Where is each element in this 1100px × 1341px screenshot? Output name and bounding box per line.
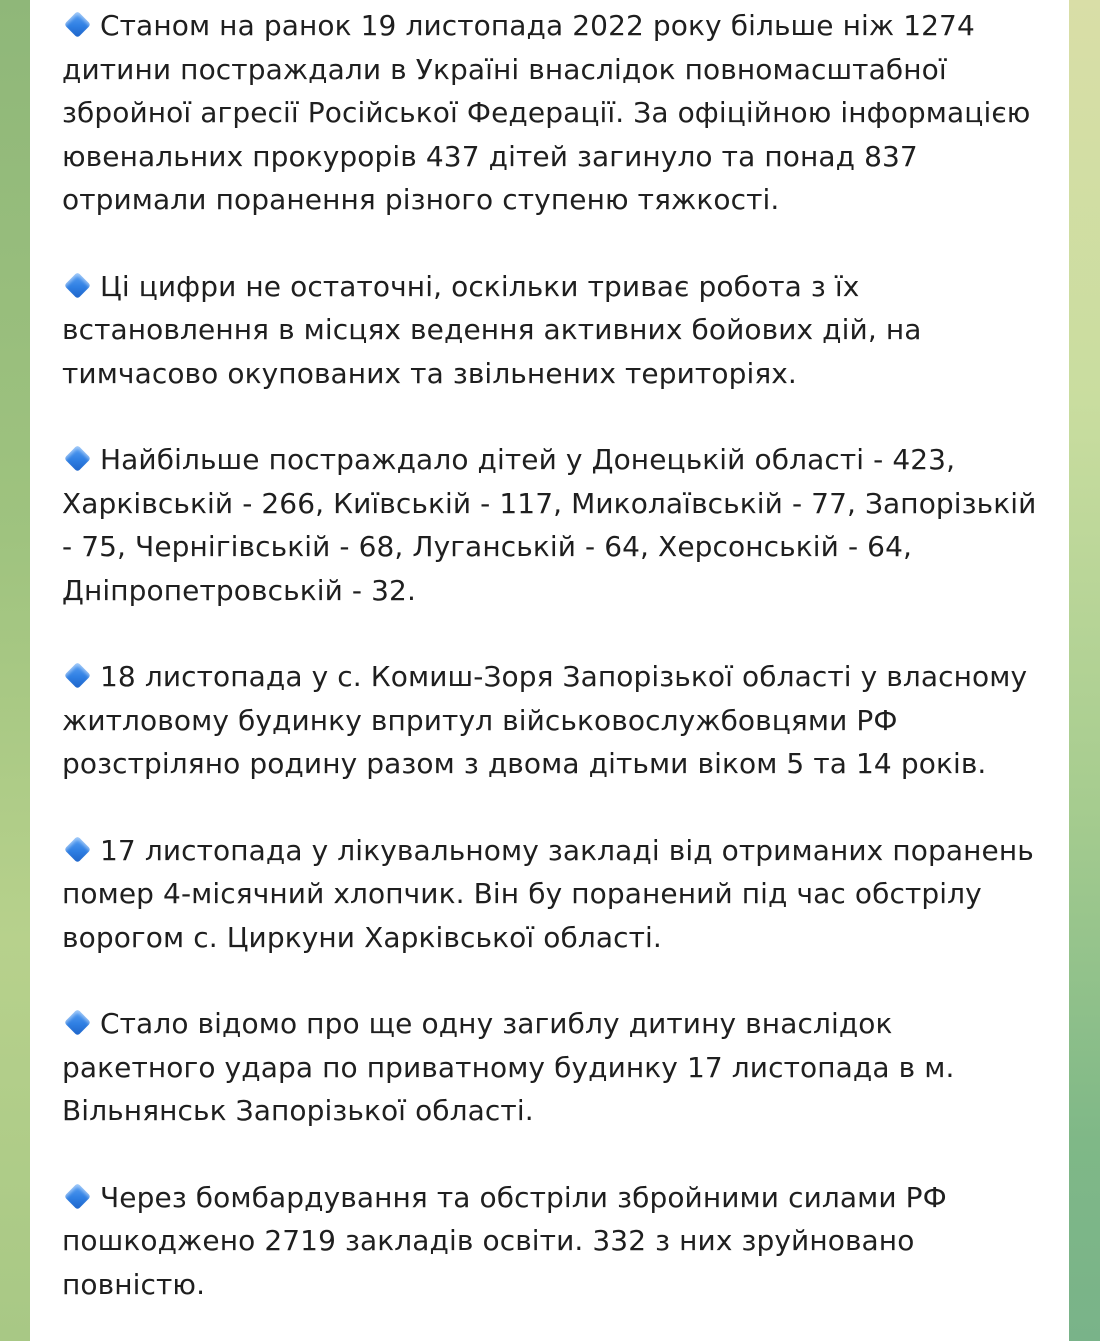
message-paragraph-2 — [62, 265, 1049, 396]
message-paragraph-1 — [62, 4, 1049, 222]
blue-diamond-icon — [62, 1181, 92, 1211]
paragraph-text: 17 листопада у лікувальному закладі від отриманих поранень помер 4-місячний хлопчик. Він бу поранений під час обстрілу ворогом с. Циркуни Харківської області. — [62, 833, 1034, 954]
blue-diamond-icon — [62, 660, 92, 690]
paragraph-text: Найбільше постраждало дітей у Донецькій області - 423, Харківській - 266, Київській - 117, Миколаївській - 77, Запорізькій - 75, Чернігівській - 68, Луганській - 64, Херсонській - 64, Дніпропетровській - 32. — [62, 443, 1037, 607]
message-paragraph-3 — [62, 438, 1049, 612]
message-paragraph-7 — [62, 1176, 1049, 1307]
blue-diamond-icon — [62, 1007, 92, 1037]
paragraph-text: Через бомбардування та обстріли збройними силами РФ пошкоджено 2719 закладів освіти. 332 з них зруйновано повністю. — [62, 1180, 947, 1301]
message-bubble — [30, 0, 1069, 1341]
paragraph-text: 18 листопада у с. Комиш-Зоря Запорізької області у власному житловому будинку впритул військовослужбовцями РФ розстріляно родину разом з двома дітьми віком 5 та 14 років. — [62, 660, 1028, 780]
blue-diamond-icon — [62, 270, 92, 300]
paragraph-text: Ці цифри не остаточні, оскільки триває робота з їх встановлення в місцях ведення активних бойових дій, на тимчасово окупованих та звільнених територіях. — [62, 269, 922, 390]
message-paragraph-4 — [62, 655, 1049, 786]
message-paragraph-6 — [62, 1002, 1049, 1133]
blue-diamond-icon — [62, 834, 92, 864]
paragraph-text: Стало відомо про ще одну загиблу дитину внаслідок ракетного удара по приватному будинку 17 листопада в м. Вільнянськ Запорізької області. — [62, 1007, 955, 1127]
paragraph-text: Станом на ранок 19 листопада 2022 року більше ніж 1274 дитини постраждали в Україні внаслідок повномасштабної збройної агресії Російської Федерації. За офіційною інформацією ювенальних прокурорів 437 дітей загинуло та понад 837 отримали поранення різного ступеню тяжкості. — [62, 9, 1031, 216]
blue-diamond-icon — [62, 443, 92, 473]
blue-diamond-icon — [62, 9, 92, 39]
message-paragraph-5 — [62, 829, 1049, 960]
